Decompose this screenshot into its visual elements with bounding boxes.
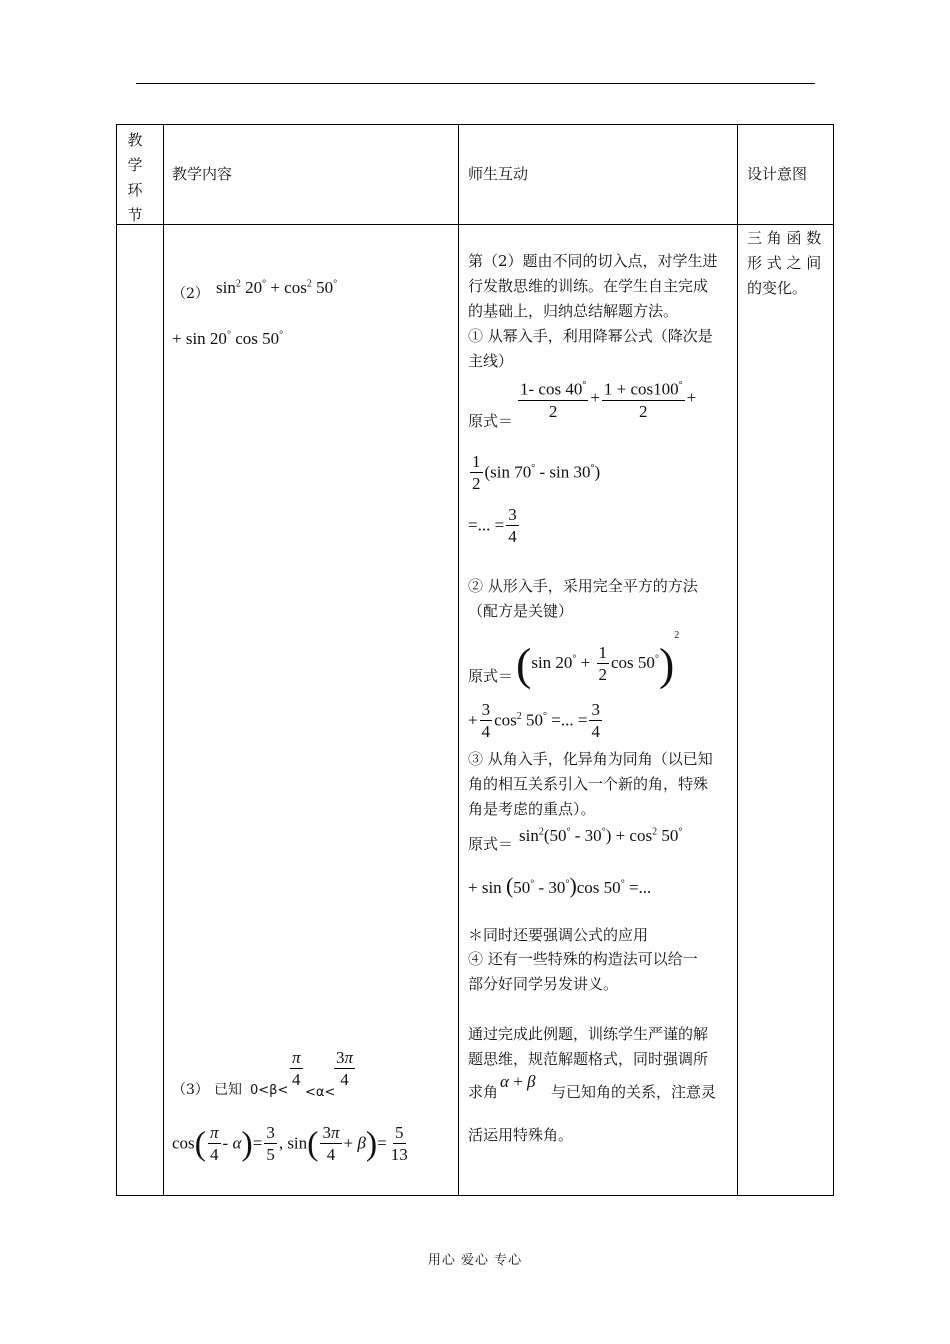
- summary-alpha-beta: α + β: [500, 1072, 536, 1091]
- summary-line3-post: 与已知角的关系，注意灵: [551, 1083, 717, 1101]
- method-3-formula: $\sin^2(50^\circ - 30^\circ) + \cos^2 50^\circ$: [519, 826, 683, 845]
- page-footer: 用心 爱心 专心: [427, 1253, 523, 1268]
- method-1-yuanshi: 原式＝: [468, 412, 514, 430]
- method-2-yuanshi: 原式＝: [468, 667, 514, 685]
- q3-known: 已知: [214, 1082, 242, 1098]
- q3-formula: cos( $\frac{\pi}{4}$ - α)= $\frac{3}{5}$ , sin( $\frac{3\pi}{4}$ + β)= $\frac{5}{13}$: [172, 1123, 408, 1164]
- q3-label: （3）: [172, 1082, 209, 1098]
- header-stage: 教 学 环 节: [127, 131, 143, 224]
- note-text: ＊同时还要强调公式的应用: [468, 926, 649, 944]
- intent-text: 三 角 函 数 形 式 之 间 的变化。: [747, 229, 822, 297]
- method-2-text: ② 从形入手，采用完全平方的方法 （配方是关键）: [468, 577, 698, 620]
- summary-line3-pre: 求角: [468, 1083, 499, 1101]
- method-3-text: ③ 从角入手，化异角为同角（以已知 角的相互关系引入一个新的角，特殊 角是考虑的重点）。: [468, 750, 713, 818]
- method-1-formula-2: $\frac{1}{2}$ (sin 70° - sin 30°): [472, 452, 601, 493]
- intro-text: 第（2）题由不同的切入点，对学生进 行发散思维的训练。在学生自主完成 的基础上，归纳总结解题方法。: [468, 252, 718, 320]
- header-intent: 设计意图: [747, 165, 808, 183]
- method-4-text: ④ 还有一些特殊的构造法可以给一 部分好同学另发讲义。: [468, 950, 698, 993]
- q2-formula-line1: $\sin^2 20^\circ + \cos^2 50^\circ$: [216, 278, 338, 297]
- header-content: 教学内容: [172, 165, 233, 183]
- q3-cond-b: <α<: [305, 1085, 336, 1100]
- header-rule: [136, 83, 815, 84]
- method-3-formula-2: + sin (50° - 30°)cos 50° =...: [468, 873, 652, 898]
- method-2-formula: (sin 20° + $\frac{1}{2}$ cos 50°)$^2$: [516, 630, 680, 690]
- q3-cond-a: 0<β<: [250, 1083, 289, 1098]
- q2-label: （2）: [172, 286, 209, 302]
- q2-formula-line2: + sin 20° cos 50°: [172, 329, 284, 348]
- q3-frac-3pi4: $\frac{3\pi}{4}$: [336, 1048, 354, 1089]
- table-divider-1: [163, 124, 164, 1196]
- method-3-yuanshi: 原式＝: [468, 835, 514, 853]
- summary-line4: 活运用特殊角。: [468, 1126, 574, 1144]
- q3-frac-pi4: $\frac{\pi}{4}$: [292, 1048, 301, 1089]
- table-border-bottom: [116, 1195, 834, 1196]
- header-interaction: 师生互动: [468, 165, 529, 183]
- table-border-top: [116, 124, 834, 125]
- method-1-text: ① 从幂入手，利用降幂公式（降次是 主线）: [468, 327, 713, 370]
- method-1-formula: $\frac{1- \cos 40^\circ}{2}$ + $\frac{1 + \cos 100^\circ}{2}$ +: [516, 376, 696, 423]
- table-header-divider: [116, 224, 834, 225]
- method-1-result: =... = $\frac{3}{4}$: [468, 505, 517, 546]
- table-divider-2: [458, 124, 459, 1196]
- summary-text: 通过完成此例题，训练学生严谨的解 题思维，规范解题格式，同时强调所: [468, 1025, 709, 1068]
- table-border-right: [833, 124, 834, 1196]
- table-divider-3: [737, 124, 738, 1196]
- method-2-formula-2: + $\frac{3}{4}$ $\cos^2 50^\circ$ =... = $\frac{3}{4}$: [468, 700, 600, 741]
- table-border-left: [116, 124, 117, 1196]
